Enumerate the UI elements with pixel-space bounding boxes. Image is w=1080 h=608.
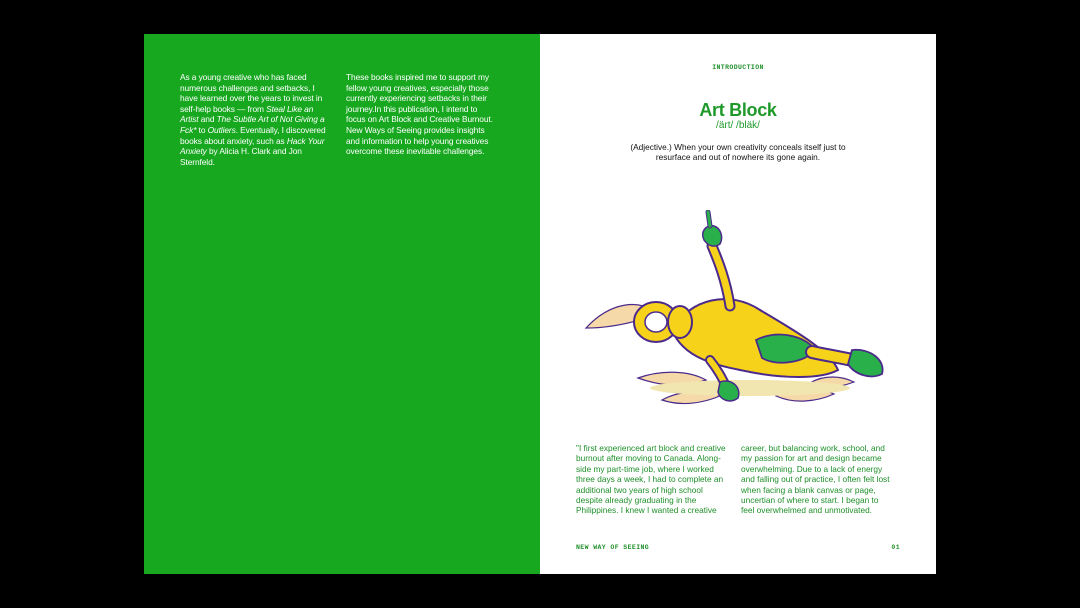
col2-text: These books inspired me to support my fellow young creatives, especially those currently experiencing setbacks in their journey.In this publication, I intend to focus on Art Block and Creative Burnout. New Ways of Seeing provides insights and information to help young creatives overcome these inevitable challenges. [346, 72, 493, 157]
page-title: Art Block [699, 100, 777, 120]
col1-text-1: As a young creative who has faced numerous challenges and setbacks, I have learned over the years to invest in self-help books — from [180, 72, 323, 114]
footer-publication-title: NEW WAY OF SEEING [576, 544, 650, 551]
book-title-subtle-art: The Subtle Art of Not Giving a Fck* [180, 114, 325, 135]
book-title-outliers: Outliers [207, 124, 236, 135]
art-block-character-illustration [580, 210, 900, 424]
intro-column-2 [346, 72, 496, 157]
col1-text-3: to [196, 124, 208, 135]
book-title-hack-your-anxiety: Hack Your Anxiety [180, 135, 325, 157]
phonetic-spelling: /ärt/ /bläk/ [716, 120, 760, 131]
col1-text-2: and [198, 114, 217, 125]
left-page [144, 34, 540, 574]
page-number: 01 [891, 544, 900, 551]
right-page [540, 34, 936, 574]
quote-column-1: "I first experienced art block and creative burnout after moving to Canada. Along-side my part-time job, where I worked three days a week, I had to complete an additional two years of high school despite already graduating in the Philippines. I knew I wanted a creative [576, 443, 726, 516]
book-spread [144, 34, 936, 574]
book-title-steal-like-an-artist: Steal Like an Artist [180, 103, 314, 125]
section-label: INTRODUCTION [712, 64, 764, 71]
col1-text-5: by Alicia H. Clark and Jon Sternfeld. [180, 146, 302, 167]
quote-column-2: career, but balancing work, school, and my passion for art and design became overwhelming. Due to a lack of energy and falling out of practice, I often felt lost when facing a blank canvas or page, uncertian of where to start. I began to feel overwhelmed and unmotivated. [741, 443, 890, 516]
col1-text-4: . Eventually, I discovered books about anxiety, such as [180, 124, 326, 146]
intro-column-1 [180, 72, 330, 167]
definition: (Adjective.) When your own creativity conceals itself just to resurface and out of nowhere its gone again. [630, 142, 846, 163]
